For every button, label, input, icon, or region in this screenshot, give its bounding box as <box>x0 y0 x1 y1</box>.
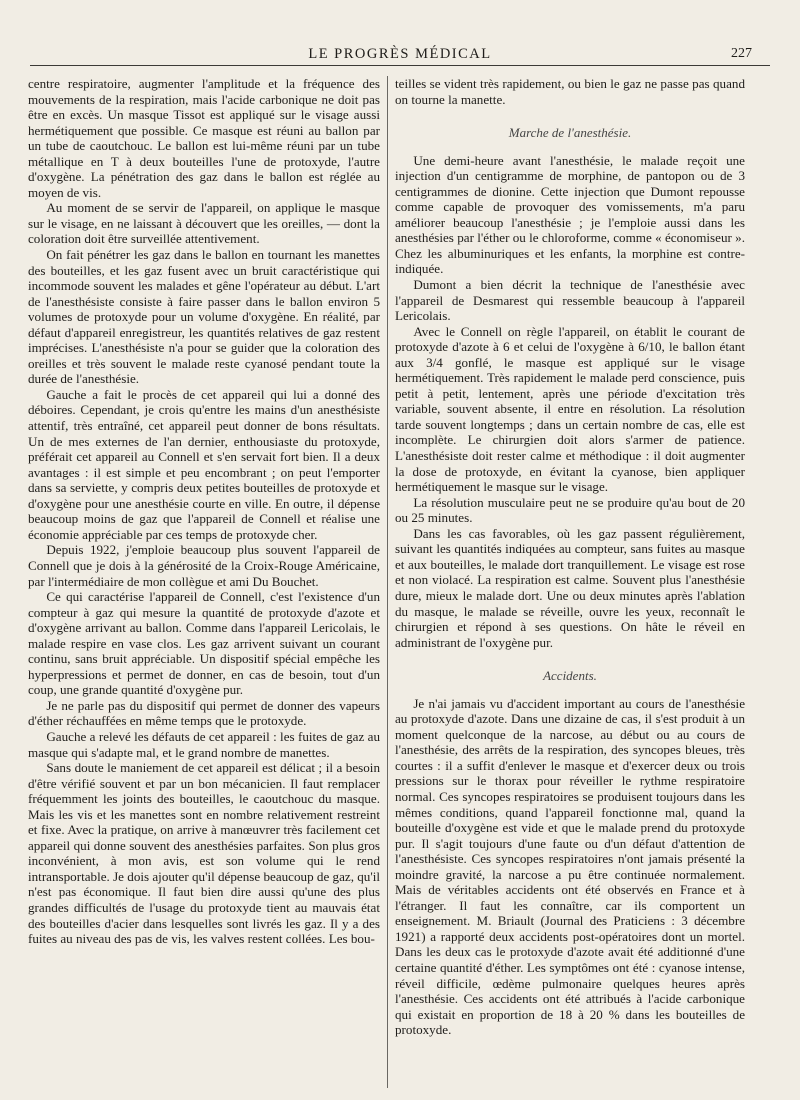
paragraph: Ce qui caractérise l'appareil de Connell, c'est l'existence d'un compteur à gaz qui mesure la quantité de protoxyde d'azote et d'oxygène arrivant au ballon. Comme dans l'appareil Lericolais, le malade respire en vase clos. Les gaz arrivent suivant un courant continu, sans bruit appréciable. Un dispositif spécial empêche les hyperpressions et permet de donner, en cas de besoin, tout d'un coup, une grande quantité d'oxygène pur. <box>28 589 380 698</box>
paragraph: Au moment de se servir de l'appareil, on applique le masque sur le visage, en ne laissant à découvert que les oreilles, — dont la coloration doit être surveillée attentivement. <box>28 200 380 247</box>
paragraph: On fait pénétrer les gaz dans le ballon en tournant les manettes des bouteilles, et les gaz fusent avec un bruit caractéristique qui incommode souvent les malades et gêne l'opérateur au début. L'art de l'anesthésiste consiste à faire passer dans le ballon environ 5 volumes de protoxyde pour un volume d'oxygène. En réalité, par défaut d'appareil enregistreur, les quantités relatives de gaz restent imprécises. L'anesthésiste n'a pour se guider que la coloration des oreilles et très souvent le malade reste cyanosé pendant toute la durée de l'anesthésie. <box>28 247 380 387</box>
section-heading: Accidents. <box>543 668 597 684</box>
paragraph: Avec le Connell on règle l'appareil, on établit le courant de protoxyde d'azote à 6 et celui de l'oxygène à 6/10, le ballon étant aux 3/4 gonflé, le masque est appliqué sur le visage hermétiquement. Très rapidement le malade perd conscience, puis petit à petit, lentement, après une période d'excitation très variable, souvent absente, il entre en résolution. La résolution tarde souvent longtemps ; dans un certain nombre de cas, elle est incomplète. Le chirurgien doit alors s'armer de patience. L'anesthésiste doit rester calme et méthodique : il doit augmenter la dose de protoxyde, en évitant la cyanose, bien appliquer hermétiquement le masque sur le visage. <box>395 323 745 495</box>
page-header <box>0 44 800 68</box>
journal-title: LE PROGRÈS MÉDICAL <box>308 46 492 62</box>
paragraph: teilles se vident très rapidement, ou bien le gaz ne passe pas quand on tourne la manette. <box>395 76 745 107</box>
paragraph: Dumont a bien décrit la technique de l'anesthésie avec l'appareil de Desmarest qui ressemble beaucoup à l'appareil Lericolais. <box>395 277 745 324</box>
paragraph: Gauche a fait le procès de cet appareil qui lui a donné des déboires. Cependant, je crois qu'entre les mains d'un anesthésiste attentif, très entraîné, cet appareil peut donner de bons résultats. Un de mes externes de l'an dernier, enthousiaste du protoxyde, préférait cet appareil au Connell et s'en servait fort bien. Il a deux avantages : il est simple et peu encombrant ; on peut l'emporter dans sa serviette, y compris deux petites bouteilles de protoxyde et d'oxygène pour une anesthésie courte en ville. En outre, il dépense beaucoup moins de gaz que l'appareil de Connell et réalise une économie appréciable par ces temps de protoxyde cher. <box>28 386 380 542</box>
paragraph: Je ne parle pas du dispositif qui permet de donner des vapeurs d'éther réchauffées en même temps que le protoxyde. <box>28 697 380 729</box>
paragraph: Depuis 1922, j'emploie beaucoup plus souvent l'appareil de Connell que je dois à la générosité de la Croix-Rouge Américaine, par l'intermédiaire de mon collègue et ami Du Bouchet. <box>28 542 380 589</box>
right-column <box>395 76 745 1092</box>
paragraph: Dans les cas favorables, où les gaz passent régulièrement, suivant les quantités indiquées au compteur, sans fuites au masque et aux bouteilles, le malade dort tranquillement. Le visage est rose et non violacé. La respiration est calme. Souvent plus l'anesthésie dure, mieux le malade dort. Une ou deux minutes après l'ablation du masque, le malade se réveille, ouvre les yeux, reconnaît le chirurgien et répond à ses questions. On hâte le réveil en administrant de l'oxygène pur. <box>395 525 745 650</box>
paragraph: Je n'ai jamais vu d'accident important au cours de l'anesthésie au protoxyde d'azote. Dans une dizaine de cas, il s'est produit à un moment quelconque de la narcose, au début ou au cours de l'anesthésie, des arrêts de la respiration, des syncopes bleues, très courtes : il a suffit d'enlever le masque et d'exercer deux ou trois pressions sur le thorax pour réveiller le rythme respiratoire normal. Ces syncopes respiratoires se produisent toujours dans les mêmes conditions, quand l'appareil fonctionne mal, quand la bouteille d'oxygène est vide et que le malade prend du protoxyde pur. Il s'agit toujours d'une faute ou d'un défaut d'attention de l'anesthésiste. Ces syncopes respiratoires n'ont jamais présenté la moindre gravité, la narcose a pu être continuée normalement. Mais de véritables accidents ont été observés en France et à l'étranger. Il faut les connaître, car ils comportent un enseignement. M. Briault (Journal des Praticiens : 3 décembre 1921) a rapporté deux accidents post-opératoires dont un mortel. Dans les deux cas le protoxyde d'azote avait été additionné d'une certaine quantité d'éther. Les symptômes ont été : cyanose intense, réveil difficile, œdème pulmonaire quelques heures après l'anesthésie. Ces accidents ont été attribués à l'acide carbonique qui existait en proportion de 18 à 20 % dans les bouteilles de protoxyde. <box>395 695 745 1038</box>
left-column <box>28 76 380 1092</box>
paragraph: Gauche a relevé les défauts de cet appareil : les fuites de gaz au masque qui s'adapte mal, et le grand nombre de manettes. <box>28 728 380 760</box>
paragraph: Sans doute le maniement de cet appareil est délicat ; il a besoin d'être vérifié souvent et par un bon mécanicien. Il faut remplacer fréquemment les joints des bouteilles, le caoutchouc du masque. Mais les vis et les manettes sont en nombre relativement restreint et fixe. Avec la pratique, on arrive à manœuvrer très facilement cet appareil qui donne souvent des anesthésies parfaites. Son plus gros inconvénient, à mon avis, est son volume qui le rend intransportable. Je dois ajouter qu'il dépense beaucoup de gaz, qu'il n'est pas économique. Il faut bien dire aussi qu'une des plus grandes difficultés de l'usage du protoxyde tient au mauvais état des bouteilles d'acier dans lesquelles sont livrés les gaz. Il y a des fuites au niveau des pas de vis, les valves restent collées. Les bou- <box>28 760 380 947</box>
paragraph: centre respiratoire, augmenter l'amplitude et la fréquence des mouvements de la respiration, mais l'acide carbonique ne doit pas être en excès. Un masque Tissot est appliqué sur le visage aussi hermétiquement que possible. Ce masque est réuni au ballon par un tube de caoutchouc. Le ballon est lui-même réuni par un tube métallique en T à deux bouteilles l'une de protoxyde, l'autre d'oxygène. La pénétration des gaz dans le ballon est réglée au moyen de vis. <box>28 76 380 200</box>
paragraph: Une demi-heure avant l'anesthésie, le malade reçoit une injection d'un centigramme de morphine, de pantopon ou de 3 centigrammes de dionine. Cette injection que Dumont repousse comme capable de provoquer des vomissements, m'a paru améliorer beaucoup l'anesthésie ; je l'emploie aussi dans les anesthésies par l'éther ou le chloroforme, comme « économiseur ». Chez les albuminuriques et les enfants, la morphine est contre-indiquée. <box>395 152 745 277</box>
column-divider <box>387 76 388 1088</box>
section-heading: Marche de l'anesthésie. <box>508 125 632 141</box>
page-number: 227 <box>731 46 752 61</box>
header-rule <box>30 65 770 66</box>
paragraph: La résolution musculaire peut ne se produire qu'au bout de 20 ou 25 minutes. <box>395 494 745 526</box>
